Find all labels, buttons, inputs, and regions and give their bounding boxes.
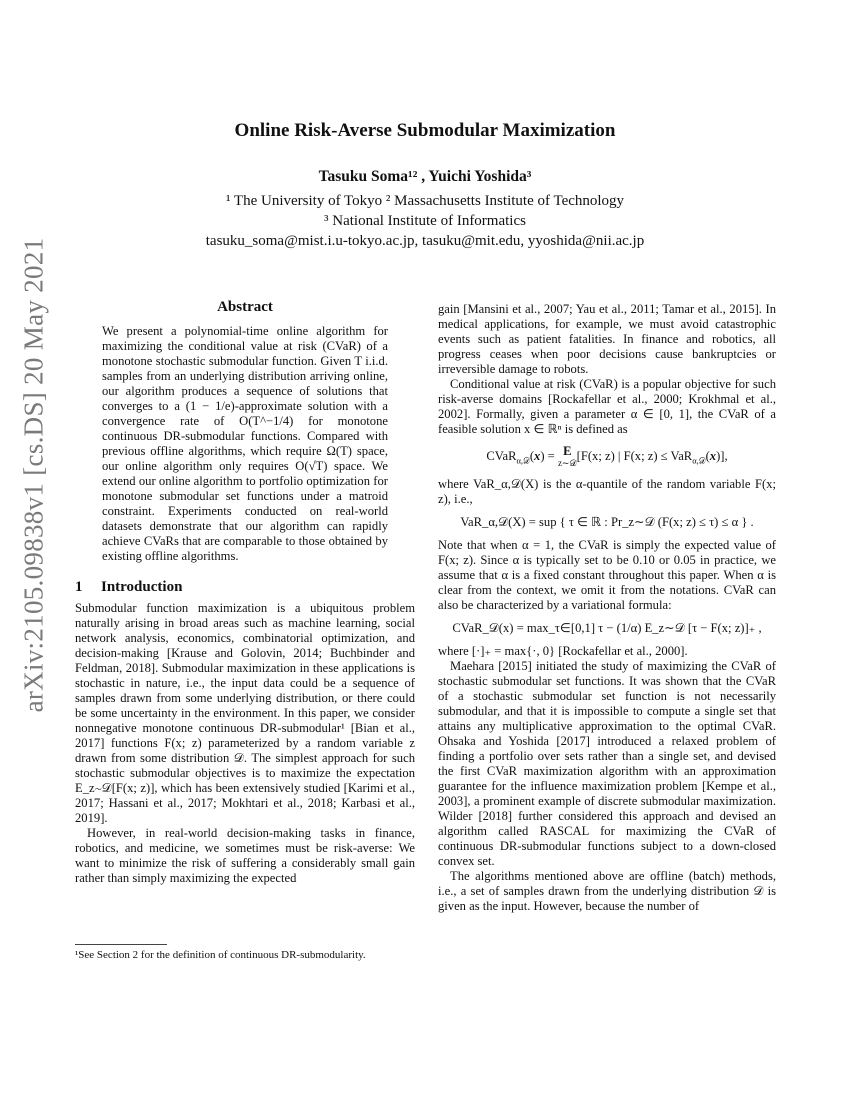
section-title: Introduction [101, 579, 183, 595]
paper-title: Online Risk-Averse Submodular Maximization [234, 120, 616, 141]
equation-var: VaR_α,𝒟(X) = sup { τ ∈ ℝ : Pr_z∼𝒟 (F(x; z) ≤ τ) ≤ α } . [460, 515, 754, 529]
paragraph-offline-algorithms: The algorithms mentioned above are offline (batch) methods, i.e., a set of samples drawn from the underlying distribution 𝒟 is given as the input. However, because the number of [438, 869, 776, 913]
intro-paragraph-1: Submodular function maximization is a ubiquitous problem naturally arising in broad areas such as machine learning, social network analysis, economics, combinatorial optimization, and decision-making [Krause and Golovin, 2014; Buchbinder and Feldman, 2018]. Submodular maximization in these applications is stochastic in nature, i.e., the input data could be a sequence of samples drawn from some underlying distribution, or there could be some uncertainty in the environment. In this paper, we consider nonnegative monotone continuous DR-submodular¹ [Bian et al., 2017] functions F(x; z) parameterized by a random variable z drawn from some distribution 𝒟. The simplest approach for such stochastic submodular objectives is to maximize the expectation E_z∼𝒟[F(x; z)], which has been extensively studied [Karimi et al., 2017; Hassani et al., 2017; Mokhtari et al., 2018; Karbasi et al., 2019]. [75, 601, 415, 825]
affiliation-line-2: ³ National Institute of Informatics [324, 213, 526, 229]
paragraph-maehara: Maehara [2015] initiated the study of maximizing the CVaR of stochastic submodular set functions. It was shown that the CVaR of a stochastic submodular set function is not necessarily submodular, and that it is impossible to compute a single set that attains any multiplicative approximation to the optimal CVaR. Ohsaka and Yoshida [2017] introduced a relaxed problem of finding a portfolio over sets rather than a single set, and devised the first CVaR maximization algorithm with an approximation guarantee for the influence maximization problem [Kempe et al., 2003], a prominent example of discrete submodular maximization. Wilder [2018] further considered this approach and devised an algorithm called RASCAL for maximizing the CVaR of continuous DR-submodular functions subject to a down-closed convex set. [438, 659, 776, 868]
arxiv-stamp [0, 0, 68, 1100]
paragraph-where: where [·]₊ = max{·, 0} [Rockafellar et al., 2000]. [438, 644, 688, 658]
footnote-divider [75, 944, 167, 945]
intro-paragraph-2: However, in real-world decision-making tasks in finance, robotics, and medicine, we sometimes must be risk-averse: We want to minimize the risk of suffering a considerably small gain rather than simply maximizing the expected [75, 826, 415, 885]
paragraph-alpha-note: Note that when α = 1, the CVaR is simply the expected value of F(x; z). Since α is typically set to be 0.10 or 0.05 in practice, we assume that α is a fixed constant throughout this paper. When α is clear from the context, we omit it from the notations. CVaR can also be characterized by a variational formula: [438, 538, 776, 612]
affiliation-line-1: ¹ The University of Tokyo ² Massachusetts Institute of Technology [225, 193, 625, 209]
arxiv-identifier: arXiv:2105.09838v1 [cs.DS] 20 May 2021 [18, 237, 49, 713]
paragraph-cvar-definition: Conditional value at risk (CVaR) is a popular objective for such risk-averse domains [Rockafellar et al., 2000; Krokhmal et al., 2002]. Formally, given a parameter α ∈ [0, 1], the CVaR of a feasible solution x ∈ ℝⁿ is defined as [438, 377, 776, 436]
equation-cvar: CVaR$_{\alpha,𝒟}$(x) = E z∼𝒟 [F(x; z) | F(x; z) ≤ VaR$_{\alpha,𝒟}$(x)], [486, 444, 728, 468]
footnote: ¹See Section 2 for the definition of continuous DR-submodularity. [75, 949, 366, 961]
author-emails: tasuku_soma@mist.i.u-tokyo.ac.jp, tasuku@mit.edu, yyoshida@nii.ac.jp [205, 233, 645, 249]
equation-cvar-variational: CVaR_𝒟(x) = max_τ∈[0,1] τ − (1/α) E_z∼𝒟 [τ − F(x; z)]₊ , [452, 621, 762, 635]
left-column [75, 300, 415, 886]
section-number: 1 [75, 579, 83, 595]
paragraph-gain-continued: gain [Mansini et al., 2007; Yau et al., 2011; Tamar et al., 2015]. In medical applications, for example, we must avoid catastrophic events such as patient fatalities. In finance and robotics, all progress ceases when poor decisions cause bankruptcies or irreversible damage to robots. [438, 302, 776, 376]
abstract-text: We present a polynomial-time online algorithm for maximizing the conditional value at risk (CVaR) of a monotone stochastic submodular function. Given T i.i.d. samples from an underlying distribution arriving online, our algorithm produces a sequence of solutions that converges to a (1 − 1/e)-approximate solution with a convergence rate of O(T^−1/4) for monotone continuous DR-submodular functions. Compared with previous offline algorithms, which require Ω(T) space, our online algorithm only requires O(√T) space. We extend our online algorithm to portfolio optimization for monotone submodular set functions under a matroid constraint. Experiments conducted on real-world datasets demonstrate that our algorithm can rapidly achieve CVaRs that are comparable to those obtained by existing offline algorithms. [102, 324, 388, 563]
abstract-heading: Abstract [217, 299, 273, 315]
section-heading-introduction [75, 580, 415, 595]
paragraph-var-definition: where VaR_α,𝒟(X) is the α-quantile of the random variable F(x; z), i.e., [438, 477, 776, 506]
paper-authors: Tasuku Soma¹² , Yuichi Yoshida³ [318, 168, 532, 185]
right-column [438, 302, 776, 914]
